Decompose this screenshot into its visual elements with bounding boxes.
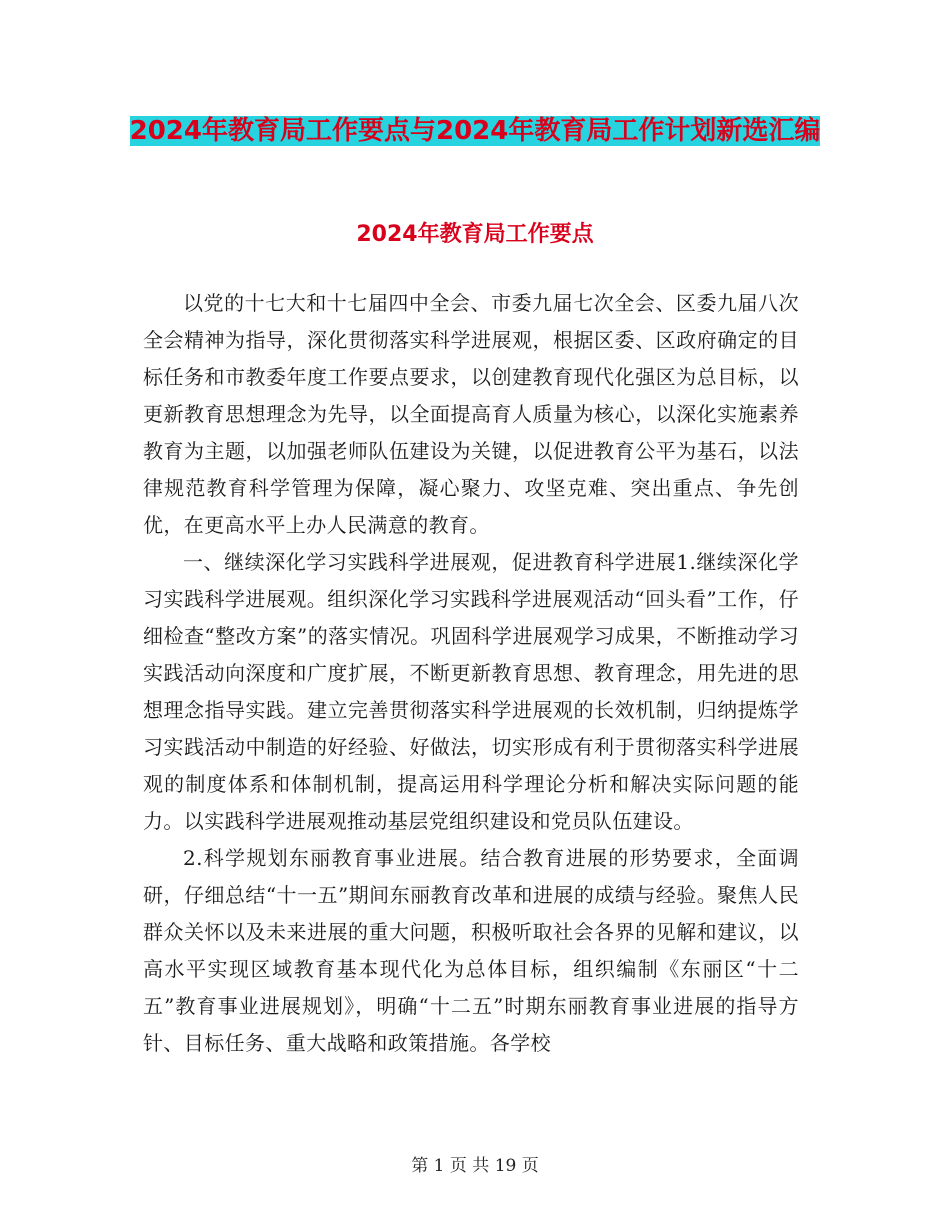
document-body — [143, 285, 799, 1062]
document-title — [120, 108, 830, 154]
paragraph-intro: 以党的十七大和十七届四中全会、市委九届七次全会、区委九届八次全会精神为指导，深化贯彻落实科学进展观，根据区委、区政府确定的目标任务和市教委年度工作要点要求，以创建教育现代化强区为总目标，以更新教育思想理念为先导，以全面提高育人质量为核心，以深化实施素养教育为主题，以加强老师队伍建设为关键，以促进教育公平为基石，以法律规范教育科学管理为保障，凝心聚力、攻坚克难、突出重点、争先创优，在更高水平上办人民满意的教育。 — [143, 291, 799, 537]
paragraph-section-one: 一、继续深化学习实践科学进展观，促进教育科学进展1.继续深化学习实践科学进展观。组织深化学习实践科学进展观活动“回头看”工作，仔细检查“整改方案”的落实情况。巩固科学进展观学习成果，不断推动学习实践活动向深度和广度扩展，不断更新教育思想、教育理念，用先进的思想理念指导实践。建立完善贯彻落实科学进展观的长效机制，归纳提炼学习实践活动中制造的好经验、好做法，切实形成有利于贯彻落实科学进展观的制度体系和体制机制，提高运用科学理论分析和解决实际问题的能力。以实践科学进展观推动基层党组织建设和党员队伍建设。 — [143, 550, 799, 833]
document-title-text: 2024年教育局工作要点与2024年教育局工作计划新选汇编 — [129, 116, 821, 146]
paragraph-item-two: 2.科学规划东丽教育事业进展。结合教育进展的形势要求，全面调研，仔细总结“十一五”期间东丽教育改革和进展的成绩与经验。聚焦人民群众关怀以及未来进展的重大问题，积极听取社会各界的见解和建议，以高水平实现区域教育基本现代化为总体目标，组织编制《东丽区“十二五”教育事业进展规划》，明确“十二五”时期东丽教育事业进展的指导方针、目标任务、重大战略和政策措施。各学校 — [143, 846, 799, 1055]
section-title: 2024年教育局工作要点 — [356, 222, 594, 247]
page-footer: 第 1 页 共 19 页 — [411, 1156, 539, 1176]
